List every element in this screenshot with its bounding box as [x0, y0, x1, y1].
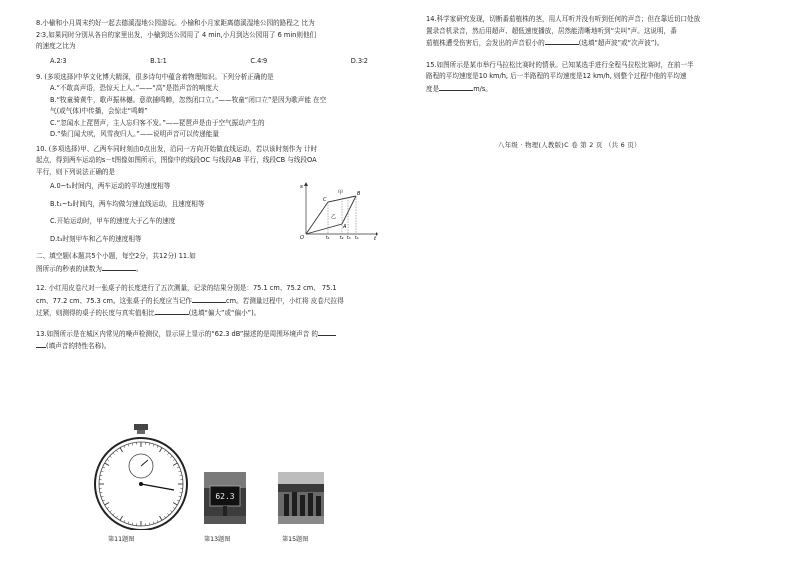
q13-line1-pre: 13.如图所示是在城区内常见的噪声检测仪，显示屏上显示的“62.3 dB”描述的是周围环境声音 的: [36, 329, 318, 338]
marathon-road: [278, 516, 324, 524]
q12-line2-pre: cm、77.2 cm、75.3 cm。这张桌子的长度应当记作: [36, 296, 193, 305]
q11-text-pre: 图所示的秒表的读数为: [36, 264, 102, 273]
q14-line1: 14.科学家研究发现，切断番茄植株的茎，用人耳听并没有听到任何的声音；但在靠近切口处放: [426, 15, 701, 23]
q15-line3-post: m/s。: [473, 84, 492, 93]
q12-line3-post: (选填“偏大”或“偏小”)。: [188, 309, 261, 317]
q9-option-d: D.“柴门闻犬吠，风雪夜归人。”——说明声音可以传递能量: [50, 130, 219, 138]
q15-line1: 15.如图所示是某市举行马拉松比赛时的情景。已知某选手进行全程马拉松比赛时，在前一半: [426, 60, 694, 69]
stopwatch-stem: [137, 430, 145, 434]
q14-line3: [426, 37, 766, 50]
q9-option-b-1: B.“牧童骑黄牛，歌声振林樾。意欲捕鸣蝉，忽然闭口立。”——牧童“闭口立”是因为歌声能 在空: [50, 95, 327, 104]
question-9: [36, 72, 408, 141]
t4-label: t₄: [355, 235, 359, 240]
q13-line2: [36, 340, 408, 353]
q10-option-b: B.t₁~t₂时间内，两车均做匀速直线运动，且速度相等: [50, 199, 205, 208]
runner: [292, 492, 297, 516]
q13-line1: [36, 328, 408, 341]
question-13: [36, 328, 408, 353]
q12-blank-1[interactable]: [192, 295, 226, 303]
q12-line2-post: cm。若测量过程中，小红将 皮卷尺拉得: [226, 296, 344, 305]
q8-line1: 8.小榆和小月周末约好一起去德溪湿地公园游玩。小榆和小月家距离德溪湿地公园的路程之 比为: [36, 19, 315, 27]
q13-line2-post: (填声音的特性名称)。: [46, 342, 111, 350]
right-column: [426, 14, 766, 98]
q12-line1: 12. 小红用皮卷尺对一张桌子的长度进行了五次测量，记录的结果分别是：75.1 cm、75.2 cm、 75.1: [36, 284, 337, 292]
q12-line3: [36, 307, 408, 320]
page-footer: 八年级 · 物理(人教版)C 卷 第 2 页 （共 6 页）: [498, 141, 641, 149]
q14-line3-post: (选填“超声波”或“次声波”)。: [578, 39, 664, 47]
s-t-graph: [298, 180, 380, 240]
question-10: [36, 144, 408, 246]
s-axis-arrow: [304, 182, 308, 186]
caption-fig-13: 第13题图: [204, 536, 231, 543]
q10-option-c: C.开始运动时，甲车的速度大于乙车的速度: [50, 217, 176, 225]
noise-display-reading: 62.3: [215, 492, 235, 501]
marathon-photo: [278, 472, 324, 524]
q15-line3-pre: 度是: [426, 84, 440, 93]
t1-label: t₁: [326, 235, 330, 240]
q10-line3: 平行，则下列说法正确的是: [36, 167, 116, 176]
q8-line2: 2∶3,如果同时分别从各自的家里出发，小榆到达公园用了 4 min,小月到达公园用了 6 min则他们: [36, 30, 317, 39]
q9-stem: 9. (多项选择)中华文化博大精深，很多诗句中蕴含着物理知识。下列分析正确的是: [36, 72, 274, 81]
marathon-crowd-band: [278, 484, 324, 492]
origin-label: O: [300, 234, 304, 240]
q10-option-a: A.0~t₁时间内，两车运动的平均速度相等: [50, 182, 171, 190]
q8-option-a: A.2∶3: [50, 56, 67, 65]
noise-photo-ground: [204, 516, 246, 524]
q12-line3-pre: 过紧，则测得的桌子的长度与真实值相比: [36, 309, 155, 317]
left-column: [36, 18, 408, 356]
q10-option-d: D.t₃时刻甲车和乙车的速度相等: [50, 234, 142, 243]
q13-blank[interactable]: [318, 328, 336, 336]
caption-fig-11: 第11题图: [108, 536, 135, 543]
q9-option-a: A.“不敢高声语，恐惊天上人。”——“高”是指声音的响度大: [50, 84, 219, 92]
q13-blank-cont: [36, 340, 46, 348]
question-8: [36, 18, 408, 53]
q11-text: [36, 263, 408, 276]
q10-line1: 10. (多项选择)甲、乙两车同时刻由0点出发，沿同一方向开始做直线运动，若以该时刻作为 计时: [36, 144, 318, 153]
q14-blank[interactable]: [545, 37, 579, 45]
q8-line3: 的速度之比为: [36, 42, 76, 50]
t2-label: t₂: [340, 235, 344, 240]
q15-line2: 路程的平均速度是10 km/h, 后一半路程的平均速度是12 km/h, 则整个过程中他的平均速: [426, 72, 687, 80]
q9-option-c: C.“忽闻水上琵琶声，主人忘归客不发。”——琵琶声是由于空气振动产生的: [50, 118, 265, 127]
runner: [308, 493, 313, 517]
section-2-heading: 二、填空题(本题共5个小题，每空2分，共12分) 11.如: [36, 252, 196, 260]
stopwatch-crown: [134, 424, 148, 430]
q8-option-d: D.3∶2: [350, 56, 368, 65]
section-2-and-question-11: [36, 251, 408, 275]
question-15: [426, 60, 766, 96]
marathon-photo-sky: [278, 472, 324, 484]
q11-blank[interactable]: [102, 263, 136, 271]
t-axis-arrow: [376, 232, 378, 236]
stopwatch-figure: [86, 424, 196, 530]
t3-label: t₃: [347, 235, 351, 240]
q14-line3-pre: 茄植株遭受伤害后，会发出的声音很小的: [426, 39, 545, 47]
q10-line2: 起点，得到两车运动的s－t图像如图所示，图像中的线段OC 与线段AB 平行，线段CB 与线段OA: [36, 156, 317, 164]
q12-line2: [36, 295, 408, 308]
q14-line2: 置录音机录音，然后用超声、超低速度播放，居然能清晰地听到“尖叫”声。这说明，番: [426, 26, 677, 35]
runner: [316, 496, 321, 516]
q11-text-post: 。: [135, 264, 143, 273]
t-label: t: [374, 235, 377, 240]
question-14: [426, 14, 766, 50]
stopwatch-pivot: [139, 482, 143, 486]
point-c-label: C: [323, 196, 327, 203]
s-label: s: [300, 183, 303, 190]
point-a-label: A: [343, 223, 347, 230]
noise-meter-photo: [204, 472, 246, 524]
runner: [284, 494, 289, 516]
q12-blank-2[interactable]: [155, 307, 189, 315]
figures-row: [36, 424, 408, 548]
runner: [300, 495, 305, 517]
car-yi-label: 乙: [331, 213, 337, 220]
q8-options: [36, 56, 408, 67]
point-b-label: B: [357, 190, 361, 197]
q8-option-b: B.1∶1: [150, 56, 167, 65]
q15-line3: [426, 83, 766, 96]
caption-fig-15: 第15题图: [282, 536, 309, 543]
car-jia-label: 甲: [338, 189, 344, 196]
question-12: [36, 283, 408, 320]
q9-option-b-2: 气(或气体)中传播，会惊走“鸣蝉”: [50, 107, 148, 115]
q8-option-c: C.4∶9: [250, 56, 268, 65]
q15-blank[interactable]: [439, 83, 473, 91]
